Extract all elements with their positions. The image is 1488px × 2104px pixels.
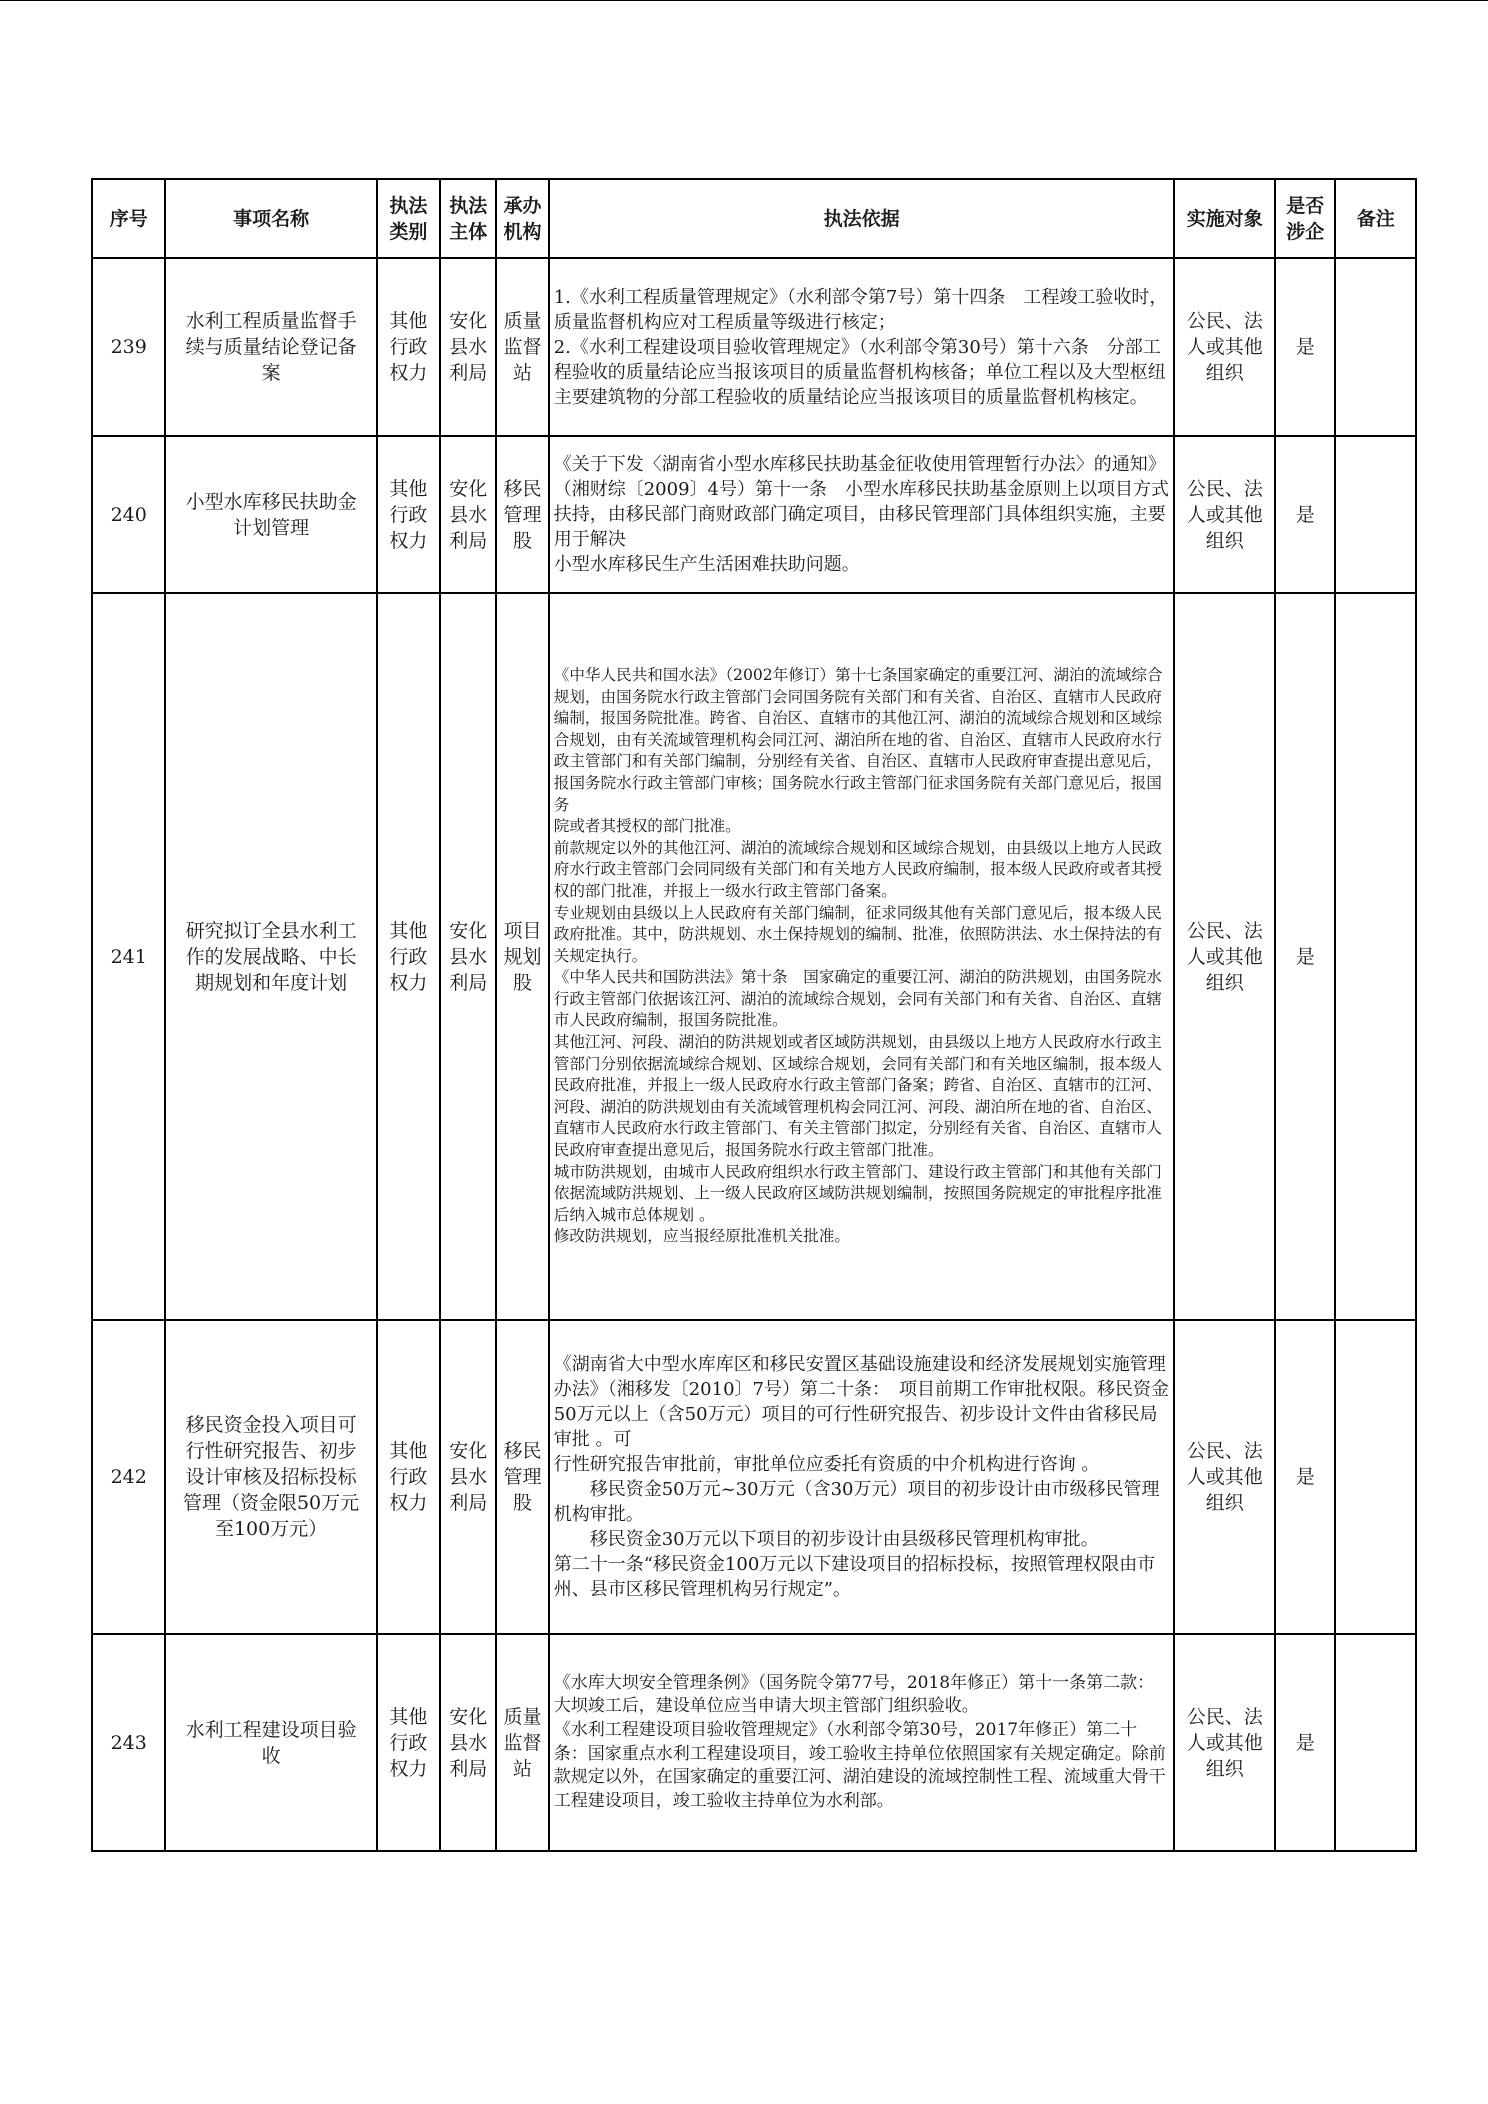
basis-paragraph: 《湖南省大中型水库库区和移民安置区基础设施建设和经济发展规划实施管理办法》（湘移发〔2010〕7号）第二十条： 项目前期工作审批权限。移民资金50万元以上（含50万元）项目的可行性研究报告、初步设计文件由省移民局审批 。可 (553, 1354, 1169, 1450)
table-row (92, 436, 1416, 593)
row-name: 水利工程质量监督手续与质量结论登记备案 (165, 258, 376, 436)
header-category: 执法类别 (377, 179, 440, 258)
row-enterprise: 是 (1275, 258, 1335, 436)
row-name: 研究拟订全县水利工作的发展战略、中长期规划和年度计划 (165, 593, 376, 1320)
row-remark (1335, 1320, 1416, 1634)
header-row (92, 179, 1416, 258)
table-row (92, 1634, 1416, 1851)
row-name: 移民资金投入项目可行性研究报告、初步设计审核及招标投标管理（资金限50万元至100万元） (165, 1320, 376, 1634)
row-category: 其他行政权力 (377, 1320, 440, 1634)
basis-paragraph: 修改防洪规划，应当报经原批准机关批准。 (553, 1227, 851, 1246)
row-remark (1335, 1634, 1416, 1851)
basis-paragraph: 2.《水利工程建设项目验收管理规定》（水利部令第30号）第十六条 分部工程验收的质量结论应当报该项目的质量监督机构核备；单位工程以及大型枢纽主要建筑物的分部工程验收的质量结论应当报该项目的质量监督机构核定。 (553, 336, 1166, 408)
header-basis: 执法依据 (549, 179, 1175, 258)
header-enterprise: 是否涉企 (1275, 179, 1335, 258)
basis-paragraph: 城市防洪规划，由城市人民政府组织水行政主管部门、建设行政主管部门和其他有关部门依据流域防洪规划、上一级人民政府区域防洪规划编制，按照国务院规定的审批程序批准后纳入城市总体规划 。 (553, 1162, 1162, 1224)
header-subject: 执法主体 (440, 179, 496, 258)
row-category: 其他行政权力 (377, 1634, 440, 1851)
table-row (92, 593, 1416, 1320)
row-enterprise: 是 (1275, 1634, 1335, 1851)
header-index: 序号 (92, 179, 165, 258)
row-target: 公民、法人或其他组织 (1174, 258, 1275, 436)
row-remark (1335, 258, 1416, 436)
row-index: 240 (92, 436, 165, 593)
header-remark: 备注 (1335, 179, 1416, 258)
header-name: 事项名称 (165, 179, 376, 258)
row-name: 小型水库移民扶助金计划管理 (165, 436, 376, 593)
table-row (92, 258, 1416, 436)
basis-paragraph: 1.《水利工程质量管理规定》（水利部令第7号）第十四条 工程竣工验收时，质量监督机构应对工程质量等级进行核定； (553, 286, 1168, 333)
row-index: 243 (92, 1634, 165, 1851)
row-basis (549, 258, 1175, 436)
basis-paragraph: 专业规划由县级以上人民政府有关部门编制，征求同级其他有关部门意见后，报本级人民政府批准。其中，防洪规划、水土保持规划的编制、批准，依照防洪法、水土保持法的有关规定执行。 (553, 903, 1162, 965)
row-category: 其他行政权力 (377, 258, 440, 436)
basis-paragraph: 《中华人民共和国防洪法》第十条 国家确定的重要江河、湖泊的防洪规划，由国务院水行政主管部门依据该江河、湖泊的流域综合规划，会同有关部门和有关省、自治区、直辖市人民政府编制，报国务院批准。 (553, 968, 1162, 1030)
row-category: 其他行政权力 (377, 593, 440, 1320)
row-handler: 移民管理股 (496, 436, 548, 593)
row-handler: 移民管理股 (496, 1320, 548, 1634)
row-subject: 安化县水利局 (440, 1634, 496, 1851)
row-basis (549, 1634, 1175, 1851)
row-basis (549, 1320, 1175, 1634)
row-target: 公民、法人或其他组织 (1174, 436, 1275, 593)
basis-paragraph: 第二十一条“移民资金100万元以下建设项目的招标投标，按照管理权限由市州、县市区移民管理机构另行规定”。 (553, 1554, 1156, 1600)
row-enterprise: 是 (1275, 1320, 1335, 1634)
page-top-border (0, 0, 1488, 1)
header-target: 实施对象 (1174, 179, 1275, 258)
basis-paragraph: 《关于下发〈湖南省小型水库移民扶助基金征收使用管理暂行办法〉的通知》（湘财综〔2009〕4号）第十一条 小型水库移民扶助基金原则上以项目方式扶持，由移民部门商财政部门确定项目，由移民管理部门具体组织实施，主要用于解决 (553, 454, 1169, 550)
row-enterprise: 是 (1275, 593, 1335, 1320)
row-subject: 安化县水利局 (440, 1320, 496, 1634)
basis-paragraph: 《水利工程建设项目验收管理规定》（水利部令第30号，2017年修正）第二十条：国家重点水利工程建设项目，竣工验收主持单位依照国家有关规定确定。除前款规定以外，在国家确定的重要江河、湖泊建设的流域控制性工程、流域重大骨干工程建设项目，竣工验收主持单位为水利部。 (553, 1719, 1166, 1811)
row-target: 公民、法人或其他组织 (1174, 1634, 1275, 1851)
row-remark (1335, 436, 1416, 593)
row-handler: 项目规划股 (496, 593, 548, 1320)
row-handler: 质量监督站 (496, 1634, 548, 1851)
row-remark (1335, 593, 1416, 1320)
row-handler: 质量监督站 (496, 258, 548, 436)
basis-paragraph: 移民资金50万元~30万元（含30万元）项目的初步设计由市级移民管理机构审批。 (553, 1479, 1160, 1525)
header-handler: 承办机构 (496, 179, 548, 258)
row-basis (549, 436, 1175, 593)
basis-paragraph: 院或者其授权的部门批准。 (553, 817, 741, 836)
row-subject: 安化县水利局 (440, 436, 496, 593)
basis-paragraph: 《中华人民共和国水法》（2002年修订）第十七条国家确定的重要江河、湖泊的流域综合规划，由国务院水行政主管部门会同国务院有关部门和有关省、自治区、直辖市人民政府编制，报国务院批准。跨省、自治区、直辖市的其他江河、湖泊的流域综合规划和区域综合规划，由有关流域管理机构会同江河、湖泊所在地的省、自治区、直辖市人民政府水行政主管部门和有关部门编制，分别经有关省、自治区、直辖市人民政府审查提出意见后，报国务院水行政主管部门审核；国务院水行政主管部门征求国务院有关部门意见后，报国务 (553, 665, 1163, 814)
row-index: 239 (92, 258, 165, 436)
row-target: 公民、法人或其他组织 (1174, 593, 1275, 1320)
basis-paragraph: 移民资金30万元以下项目的初步设计由县级移民管理机构审批。 (553, 1529, 1099, 1550)
row-category: 其他行政权力 (377, 436, 440, 593)
row-index: 241 (92, 593, 165, 1320)
basis-paragraph: 小型水库移民生产生活困难扶助问题。 (553, 554, 860, 575)
row-subject: 安化县水利局 (440, 258, 496, 436)
row-basis (549, 593, 1175, 1320)
table-row (92, 1320, 1416, 1634)
basis-paragraph: 其他江河、河段、湖泊的防洪规划或者区域防洪规划，由县级以上地方人民政府水行政主管部门分别依据流域综合规划、区域综合规划，会同有关部门和有关地区编制，报本级人民政府批准，并报上一级人民政府水行政主管部门备案；跨省、自治区、直辖市的江河、河段、湖泊的防洪规划由有关流域管理机构会同江河、河段、湖泊所在地的省、自治区、直辖市人民政府水行政主管部门、有关主管部门拟定，分别经有关省、自治区、直辖市人民政府审查提出意见后，报国务院水行政主管部门批准。 (553, 1033, 1162, 1160)
basis-paragraph: 《水库大坝安全管理条例》（国务院令第77号，2018年修正）第十一条第二款：大坝竣工后，建设单位应当申请大坝主管部门组织验收。 (553, 1672, 1155, 1717)
row-subject: 安化县水利局 (440, 593, 496, 1320)
row-index: 242 (92, 1320, 165, 1634)
row-enterprise: 是 (1275, 436, 1335, 593)
basis-paragraph: 前款规定以外的其他江河、湖泊的流域综合规划和区域综合规划，由县级以上地方人民政府水行政主管部门会同同级有关部门和有关地方人民政府编制，报本级人民政府或者其授权的部门批准，并报上一级水行政主管部门备案。 (553, 838, 1162, 900)
row-target: 公民、法人或其他组织 (1174, 1320, 1275, 1634)
row-name: 水利工程建设项目验收 (165, 1634, 376, 1851)
basis-paragraph: 行性研究报告审批前，审批单位应委托有资质的中介机构进行咨询 。 (553, 1454, 1100, 1475)
enforcement-items-table (91, 178, 1417, 1852)
